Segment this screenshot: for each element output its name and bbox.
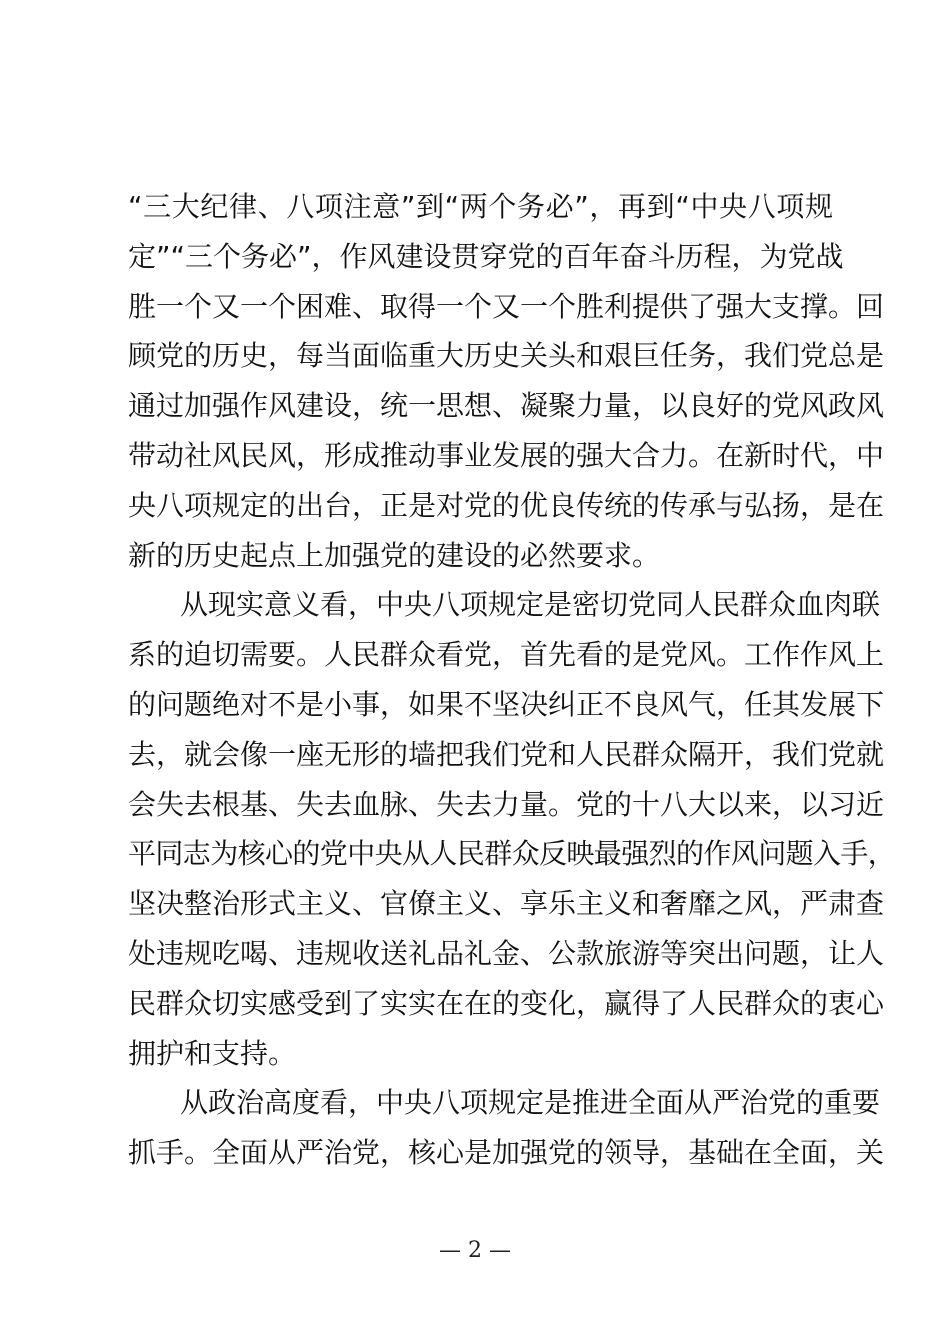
text-line: 胜一个又一个困难、取得一个又一个胜利提供了强大支撑。回 [128, 289, 885, 323]
text-line: 通过加强作风建设，统一思想、凝聚力量，以良好的党风政风 [128, 389, 885, 423]
text-line: 央八项规定的出台，正是对党的优良传统的传承与弘扬，是在 [128, 488, 885, 522]
text-line: “三大纪律、八项注意”到“两个务必”，再到“中央八项规 [128, 190, 833, 223]
text-line: 从政治高度看，中央八项规定是推进全面从严治党的重要 [180, 1086, 881, 1120]
body-text [128, 182, 896, 1178]
text-line: 新的历史起点上加强党的建设的必然要求。 [128, 538, 661, 572]
text-line: 坚决整治形式主义、官僚主义、享乐主义和奢靡之风，严肃查 [128, 887, 885, 921]
text-line: 抓手。全面从严治党，核心是加强党的领导，基础在全面，关 [128, 1136, 885, 1170]
text-line: 定”“三个务必”，作风建设贯穿党的百年奋斗历程，为党战 [128, 239, 844, 273]
text-line: 顾党的历史，每当面临重大历史关头和艰巨任务，我们党总是 [128, 339, 885, 373]
text-line: 去，就会像一座无形的墙把我们党和人民群众隔开，我们党就 [128, 737, 885, 771]
text-line: 带动社风民风，形成推动事业发展的强大合力。在新时代，中 [128, 438, 885, 472]
page-number: — 2 — [439, 1238, 511, 1263]
text-line: 的问题绝对不是小事，如果不坚决纠正不良风气，任其发展下 [128, 687, 885, 721]
text-line: 平同志为核心的党中央从人民群众反映最强烈的作风问题入手， [128, 837, 896, 871]
text-line: 拥护和支持。 [128, 1036, 297, 1070]
text-line: 系的迫切需要。人民群众看党，首先看的是党风。工作作风上 [128, 638, 885, 672]
text-line: 会失去根基、失去血脉、失去力量。党的十八大以来，以习近 [128, 787, 885, 821]
text-line: 民群众切实感受到了实实在在的变化，赢得了人民群众的衷心 [128, 986, 885, 1020]
text-line: 处违规吃喝、违规收送礼品礼金、公款旅游等突出问题，让人 [128, 936, 885, 970]
text-line: 从现实意义看，中央八项规定是密切党同人民群众血肉联 [180, 588, 881, 622]
